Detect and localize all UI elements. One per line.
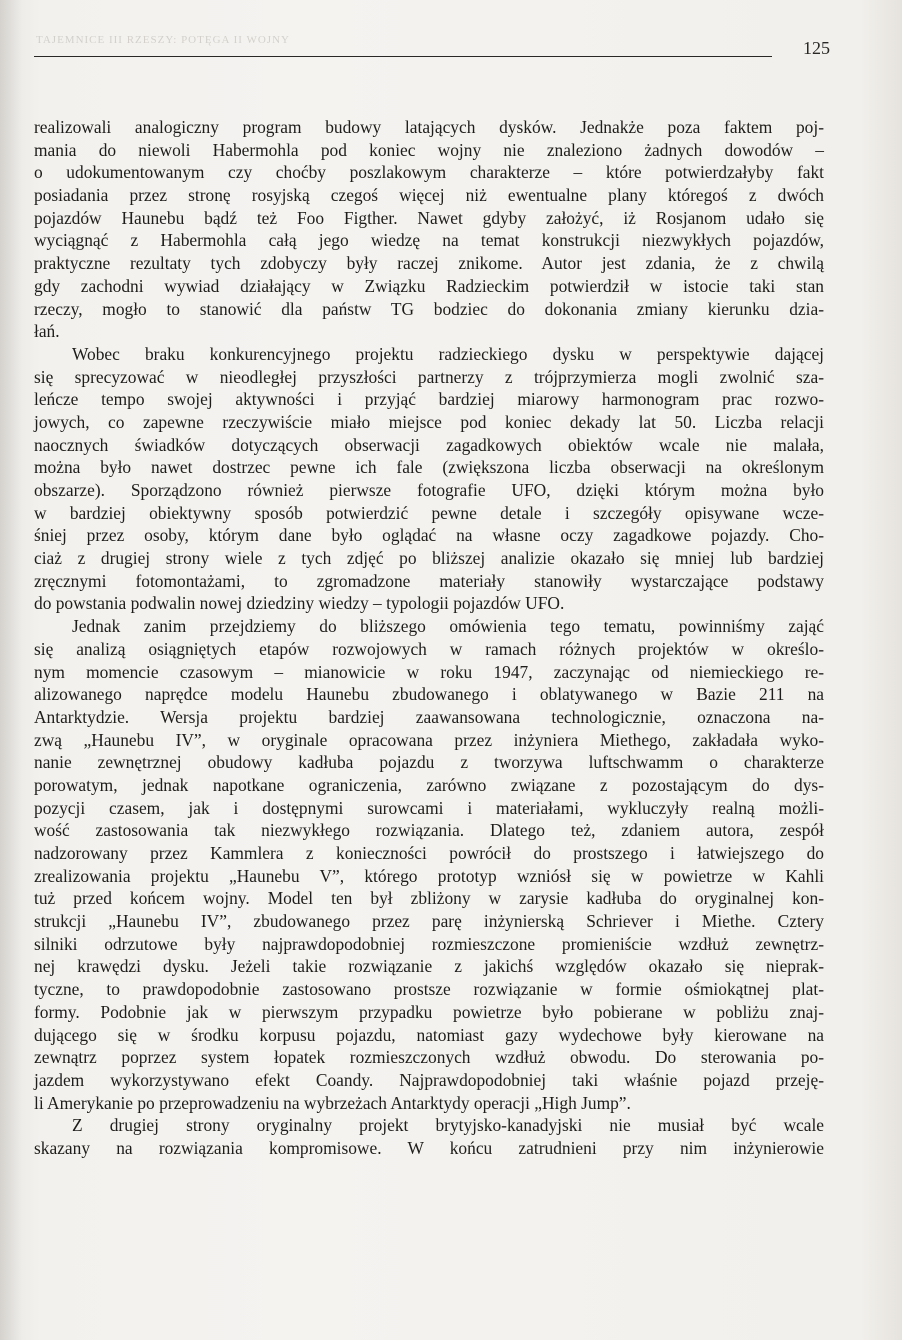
body-text xyxy=(34,116,824,1160)
text-line: wyciągnąć z Habermohla całą jego wiedzę na temat konstrukcji niezwykłych pojazdów, xyxy=(34,230,824,251)
text-line: pozycji czasem, jak i dostępnymi surowcami i materiałami, wykluczyły realną możli- xyxy=(34,797,824,818)
text-line: się analizą osiągniętych etapów rozwojowych w ramach różnych projektów w określo- xyxy=(34,638,824,659)
text-line: zewnątrz poprzez system łopatek rozmieszczonych wzdłuż obwodu. Do sterowania po- xyxy=(34,1047,824,1068)
text-line: mania do niewoli Habermohla pod koniec wojny nie znaleziono żadnych dowodów – xyxy=(34,139,824,160)
text-line: o udokumentowanym czy choćby poszlakowym charakterze – które potwierdzałyby fakt xyxy=(34,162,824,183)
binding-shadow xyxy=(0,0,22,1340)
text-line: łań. xyxy=(34,321,60,342)
text-line: jazdem wykorzystywano efekt Coandy. Najprawdopodobniej taki właśnie pojazd przeję- xyxy=(34,1069,824,1090)
text-line: Antarktydzie. Wersja projektu bardziej zaawansowana technologicznie, oznaczona na- xyxy=(34,706,824,727)
text-line: posiadania przez stronę rosyjską czegoś więcej niż ewentualne plany któregoś z dwóch xyxy=(34,185,824,206)
text-line: nym momencie czasowym – mianowicie w roku 1947, zaczynając od niemieckiego re- xyxy=(34,661,824,682)
running-head: TAJEMNICE III RZESZY: POTĘGA II WOJNY xyxy=(36,34,290,46)
text-line: można było nawet dostrzec pewne ich fale (zwiększona liczba obserwacji na określonym xyxy=(34,457,824,478)
text-line: wość zastosowania tak niezwykłego rozwiązania. Dlatego też, zdaniem autora, zespół xyxy=(34,820,824,841)
text-line: nadzorowany przez Kammlera z konieczności powrócił do prostszego i łatwiejszego do xyxy=(34,843,824,863)
text-line: praktyczne rezultaty tych zdobyczy były raczej znikome. Autor jest zdania, że z chwilą xyxy=(34,253,824,274)
text-line: w bardziej obiektywny sposób potwierdzić pewne detale i szczegóły opisywane wcze- xyxy=(34,502,824,523)
text-line: śniej przez osoby, którym dane było oglądać na własne oczy zagadkowe pojazdy. Cho- xyxy=(34,525,824,546)
text-line: tuż przed końcem wojny. Model ten był zbliżony w zarysie kadłuba do oryginalnej kon- xyxy=(34,888,824,909)
text-line: do powstania podwalin nowej dziedziny wiedzy – typologii pojazdów UFO. xyxy=(34,593,565,614)
text-line: realizowali analogiczny program budowy latających dysków. Jednakże poza faktem poj- xyxy=(34,117,824,137)
text-line: leńcze tempo swojej aktywności i przyjąć bardziej miarowy harmonogram prac rozwo- xyxy=(34,389,824,410)
text-line: się sprecyzować w nieodległej przyszłości partnerzy z trójprzymierza mogli zwolnić sza- xyxy=(34,366,824,387)
text-line: jowych, co zapewne rzeczywiście miało miejsce pod koniec dekady lat 50. Liczba relacji xyxy=(34,411,824,432)
text-line: tyczne, to prawdopodobnie zastosowano prostsze rozwiązanie w formie ośmiokątnej plat- xyxy=(34,979,824,1000)
page-number: 125 xyxy=(803,38,830,58)
text-line: Wobec braku konkurencyjnego projektu radzieckiego dysku w perspektywie dającej xyxy=(72,343,824,364)
text-line: obszarze). Sporządzono również pierwsze fotografie UFO, dzięki którym można było xyxy=(34,480,824,500)
text-line: strukcji „Haunebu IV”, zbudowanego przez parę inżynierską Schriever i Miethe. Cztery xyxy=(34,911,824,932)
text-line: rzeczy, mogło to stanowić dla państw TG bodziec do dokonania zmiany kierunku dzia- xyxy=(34,298,824,319)
text-line: zwą „Haunebu IV”, w oryginale opracowana przez inżyniera Miethego, zakładała wyko- xyxy=(34,729,824,750)
text-line: formy. Podobnie jak w pierwszym przypadku powietrze było pobierane w pobliżu znaj- xyxy=(34,1001,824,1022)
text-line: nanie zewnętrznej obudowy kadłuba pojazdu z tworzywa luftschwamm o charakterze xyxy=(34,752,824,773)
text-line: li Amerykanie po przeprowadzeniu na wybrzeżach Antarktydy operacji „High Jump”. xyxy=(34,1092,631,1113)
text-line: Z drugiej strony oryginalny projekt brytyjsko-kanadyjski nie musiał być wcale xyxy=(72,1115,824,1136)
text-line: naocznych świadków dotyczących obserwacji zagadkowych obiektów wcale nie malała, xyxy=(34,434,824,455)
text-line: silniki odrzutowe były najprawdopodobniej rozmieszczone promieniście wzdłuż zewnętrz- xyxy=(34,933,824,954)
text-line: porowatym, jednak napotkane ograniczenia, zarówno związane z pozostającym do dys- xyxy=(34,774,824,795)
text-line: zrealizowania projektu „Haunebu V”, którego prototyp wzniósł się w powietrze w Kahli xyxy=(34,865,824,886)
text-line: pojazdów Haunebu bądź też Foo Figther. Nawet gdyby założyć, iż Rosjanom udało się xyxy=(34,207,824,228)
header-rule xyxy=(34,56,772,57)
text-line: alizowanego naprędce modelu Haunebu zbudowanego i oblatywanego w Bazie 211 na xyxy=(34,684,824,705)
text-line: zręcznymi fotomontażami, to zgromadzone materiały stanowiły wystarczające podstawy xyxy=(34,570,824,591)
text-line: dującego się w środku korpusu pojazdu, natomiast gazy wydechowe były kierowane na xyxy=(34,1024,824,1045)
text-line: gdy zachodni wywiad działający w Związku Radzieckim potwierdził w istocie taki stan xyxy=(34,275,824,296)
text-line: nej krawędzi dysku. Jeżeli takie rozwiązanie z jakichś względów okazało się nieprak- xyxy=(34,956,824,977)
text-line: Jednak zanim przejdziemy do bliższego omówienia tego tematu, powinniśmy zająć xyxy=(72,616,824,637)
text-line: skazany na rozwiązania kompromisowe. W końcu zatrudnieni przy nim inżynierowie xyxy=(34,1137,824,1158)
text-line: ciaż z drugiej strony wiele z tych zdjęć po bliższej analizie okazało się mniej lub bardziej xyxy=(34,548,824,569)
